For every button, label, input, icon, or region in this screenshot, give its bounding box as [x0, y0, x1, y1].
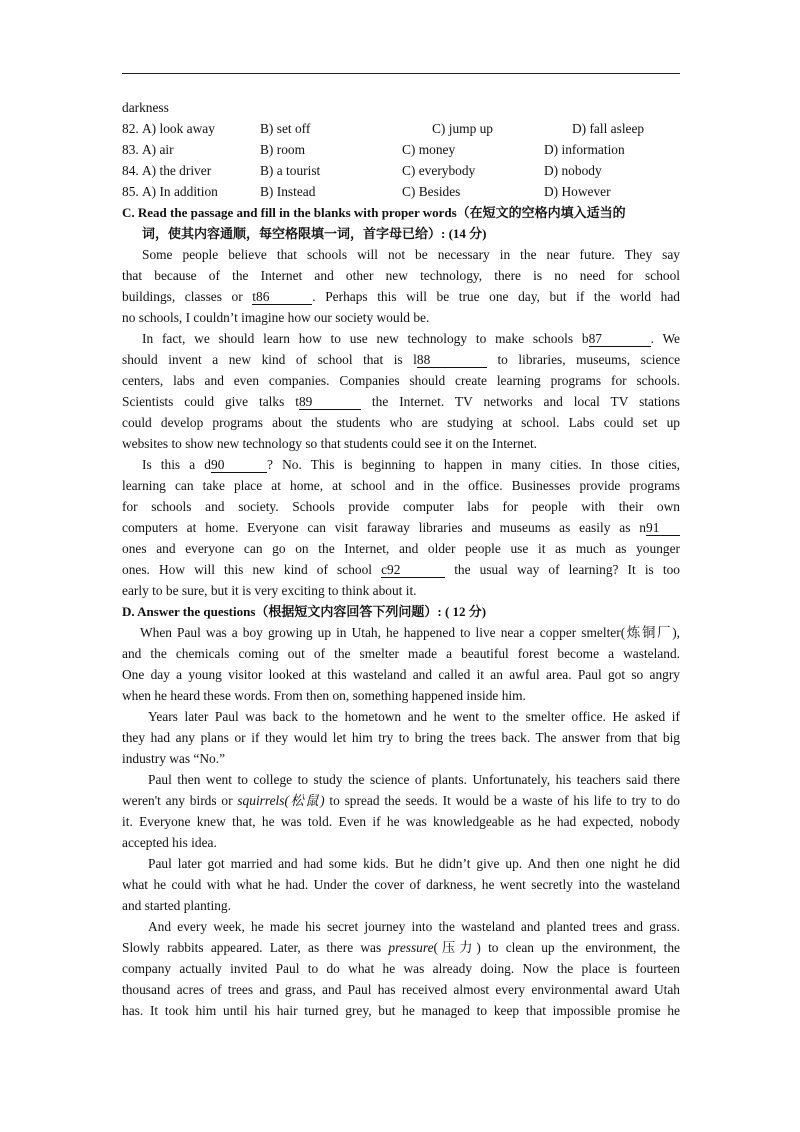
passage-c-line: that because of the Internet and other new technology, there is no need for school — [122, 268, 680, 283]
passage-d-line: Paul later got married and had some kids. But he didn’t give up. And then one night he did — [148, 856, 680, 871]
passage-d-line: thousand acres of trees and grass, and Paul has received almost every environmental award Utah — [122, 982, 680, 997]
passage-d-line: when he heard these words. From then on, something happened inside him. — [122, 688, 526, 703]
passage-c-line: centers, labs and even companies. Companies should create learning programs for schools. — [122, 373, 680, 388]
option-row-84: 84. A) the driver B) a tourist C) everybody D) nobody — [122, 163, 602, 178]
passage-d-line: and the chemicals coming out of the smelter made a beautiful forest become a wasteland. — [122, 646, 680, 661]
passage-c-line-blank-91: computers at home. Everyone can visit faraway libraries and museums as easily as n91 — [122, 520, 680, 536]
blank-89[interactable]: 89 — [299, 395, 361, 410]
passage-c-line: could develop programs about the students who are studying at school. Labs could set up — [122, 415, 680, 430]
passage-d-line: weren't any birds or squirrels(松鼠) to spread the seeds. It would be a waste of his life to try to do — [122, 793, 680, 808]
passage-c-line: ones and everyone can go on the Internet, and older people use it as much as younger — [122, 541, 680, 556]
passage-d-line: they had any plans or if they would let him try to bring the trees back. The answer from that big — [122, 730, 680, 745]
passage-c-line-blank-90: Is this a d90 ? No. This is beginning to happen in many cities. In those cities, — [142, 457, 681, 472]
italic-term: pressure — [388, 940, 434, 955]
section-c-heading-cont: 词，使其内容通顺，每空格限填一词，首字母已给）: (14 分) — [142, 226, 487, 241]
header-rule — [122, 73, 680, 74]
passage-c-line: no schools, I couldn’t imagine how our society would be. — [122, 310, 430, 325]
section-d-heading: D. Answer the questions（根据短文内容回答下列问题）: ( 12 分) — [122, 604, 487, 619]
blank-92[interactable]: c92 — [381, 563, 445, 578]
passage-d-line: what he could with what he had. Under the cover of darkness, he went secretly into the wasteland — [122, 877, 680, 892]
passage-c-line-blank-88: should invent a new kind of school that is l88 to libraries, museums, science — [122, 352, 681, 367]
passage-d-line: And every week, he made his secret journey into the wasteland and planted trees and grass. — [148, 919, 680, 934]
continued-word: darkness — [122, 100, 169, 115]
passage-c-line: early to be sure, but it is very exciting to think about it. — [122, 583, 417, 598]
passage-d-line: and started planting. — [122, 898, 231, 913]
option-row-82: 82. A) look away B) set off C) jump up D) fall asleep — [122, 121, 645, 136]
passage-d-line: Slowly rabbits appeared. Later, as there was pressure(压力) to clean up the environment, the — [122, 940, 680, 955]
passage-c-line-blank-89: Scientists could give talks t89 the Internet. TV networks and local TV stations — [122, 394, 680, 409]
passage-d-line: One day a young visitor looked at this wasteland and called it an awful area. Paul got so angry — [122, 667, 680, 682]
option-row-83: 83. A) air B) room C) money D) information — [122, 142, 625, 157]
option-row-85: 85. A) In addition B) Instead C) Besides D) However — [122, 184, 611, 199]
passage-c-line: websites to show new technology so that students could see it on the Internet. — [122, 436, 538, 451]
passage-c-line: Some people believe that schools will not be necessary in the near future. They say — [142, 247, 680, 262]
passage-d-line: has. It took him until his hair turned grey, but he managed to keep that impossible promise he — [122, 1003, 680, 1018]
blank-87[interactable]: 87 — [589, 332, 651, 347]
blank-86[interactable]: t86 — [252, 290, 312, 305]
passage-d-line: Paul then went to college to study the science of plants. Unfortunately, his teachers said there — [148, 772, 680, 787]
passage-d-line: it. Everyone knew that, he was told. Even if he was knowledgeable as he had expected, nobody — [122, 814, 680, 829]
blank-90[interactable]: 90 — [211, 458, 267, 473]
passage-c-line: learning can take place at home, at school and in the office. Businesses provide programs — [122, 478, 680, 493]
passage-d-line: Years later Paul was back to the hometown and he went to the smelter office. He asked if — [148, 709, 680, 724]
passage-d-line: industry was “No.” — [122, 751, 226, 766]
section-c-heading: C. Read the passage and fill in the blanks with proper words（在短文的空格内填入适当的 — [122, 205, 626, 220]
passage-c-line-blank-92: ones. How will this new kind of school c92 the usual way of learning? It is too — [122, 562, 680, 577]
blank-91[interactable]: 91 — [646, 521, 680, 536]
passage-c-line-blank-87: In fact, we should learn how to use new technology to make schools b87 . We — [142, 331, 681, 346]
passage-d-line: company actually invited Paul to do what he was already doing. Now the place is fourteen — [122, 961, 680, 976]
blank-88[interactable]: 88 — [417, 353, 487, 368]
passage-d-line: When Paul was a boy growing up in Utah, he happened to live near a copper smelter(炼铜厂), — [140, 625, 680, 640]
passage-c-line: for schools and society. Schools provide computer labs for people with their own — [122, 499, 680, 514]
passage-c-line-blank-86: buildings, classes or t86 . Perhaps this will be true one day, but if the world had — [122, 289, 681, 304]
passage-d-line: accepted his idea. — [122, 835, 217, 850]
italic-term: squirrels(松鼠) — [237, 793, 325, 808]
